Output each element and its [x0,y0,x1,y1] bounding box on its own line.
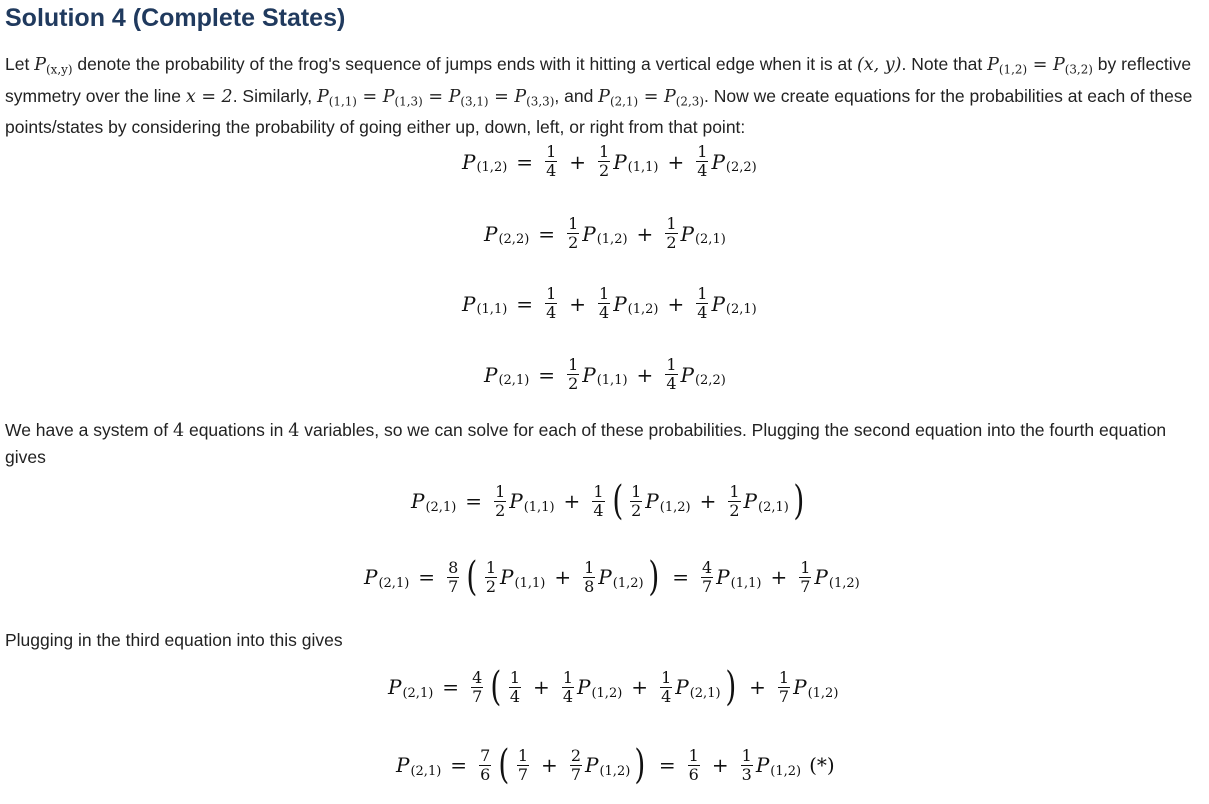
plugging-paragraph: Plugging in the third equation into this gives [5,630,343,650]
intro-text: . Similarly, [232,85,317,106]
equation-1: P (1,2) = $\frac{1}{4}$ + $\frac{1}{2}$ P (1,1) + $\frac{1}{4}$ P (2,2) [462,142,757,180]
math-sym-1: $P_{(1,2)} = P_{(3,2)}$ [987,55,1093,77]
math-line: x = 2 [185,86,233,107]
middle-text: We have a system of [5,420,173,440]
intro-paragraph [5,51,1205,140]
equation-3: P (1,1) = $\frac{1}{4}$ + $\frac{1}{4}$ P (1,2) + $\frac{1}{4}$ P (2,1) [462,284,757,322]
middle-text: variables, so we can solve for each of these probabilities. Plugging the second equation into the fourth equation gives [5,420,1167,467]
math-xy: (x, y) [856,55,902,75]
equation-6: P (2,1) = $\frac{8}{7}$ ( 1 2 P (1,1) + $\frac{1}{8}$ P (1,2) ) = $\frac{4}{7}$ P (1,1) + $\frac{1}{7}$ P (1,2) [364,554,860,600]
math-number: 4 [288,421,300,441]
equation-marker: (*) [809,753,835,777]
middle-text: equations in [184,420,289,440]
math-sym-3: $P_{(2,1)} = P_{(2,3)}$ [598,86,704,109]
intro-text: Let [5,54,35,74]
intro-text: denote the probability of the frog's sequence of jumps ends with it hitting a vertical edge when it is at [72,54,857,74]
middle-paragraph [5,417,1205,470]
intro-text: by reflective symmetry over the line [5,54,1192,106]
equation-4: P (2,1) = $\frac{1}{2}$ P (1,1) + $\frac{1}{4}$ P (2,2) [484,355,726,393]
equation-7: P (2,1) = $\frac{4}{7}$ ( 1 4 + $\frac{1}{4}$ P (1,2) + $\frac{1}{4}$ P (2,1) ) + $\frac{1}{7}$ P (1,2) [388,664,839,710]
intro-text: . Note that [901,54,988,74]
intro-text: , and [554,85,599,106]
math-p-xy: $P_{(x,y)}$ [34,55,73,77]
equation-8: P (2,1) = $\frac{7}{6}$ ( 1 7 + $\frac{2}{7}$ P (1,2) ) = $\frac{1}{6}$ + $\frac{1}{3}$ P (1,2) (*) [396,742,835,788]
intro-text: . Now we create equations for the probabilities at each of these points/states by considering the probability of going either up, down, left, or right from that point: [5,85,1193,138]
equation-5: P (2,1) = $\frac{1}{2}$ P (1,1) + $\frac{1}{4}$ ( 1 2 P (1,2) + $\frac{1}{2}$ P (2,1) ) [411,478,805,524]
math-number: 4 [172,421,185,441]
math-sym-2: $P_{(1,1)} = P_{(1,3)} = P_{(3,1)} = P_{(3,3)}$ [316,86,555,109]
equation-2: P (2,2) = $\frac{1}{2}$ P (1,2) + $\frac{1}{2}$ P (2,1) [484,214,726,252]
solution-heading: Solution 4 (Complete States) [5,4,346,32]
